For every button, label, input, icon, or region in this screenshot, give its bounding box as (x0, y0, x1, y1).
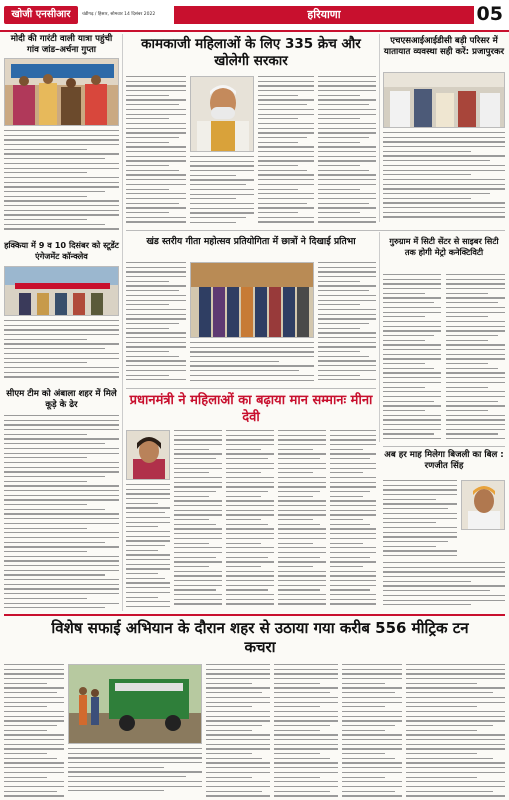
body-gita-col3 (318, 262, 376, 384)
body-safai-col1 (4, 664, 64, 798)
column-divider-2 (379, 34, 380, 222)
body-safai-col4 (274, 664, 338, 798)
column-divider-1 (122, 34, 123, 611)
masthead-rule (0, 30, 509, 32)
column-divider-3 (379, 232, 380, 442)
body-safai-col3 (206, 664, 270, 798)
photo-gita (190, 262, 314, 338)
page-number: 05 (476, 3, 503, 25)
body-bijli-2 (383, 562, 505, 611)
headline-safai: विशेष सफाई अभियान के दौरान शहर से उठाया गया करीब 556 मीट्रिक टन कचरा (51, 619, 469, 656)
masthead (0, 0, 509, 30)
body-gita-col2 (190, 342, 314, 384)
body-gita-col1 (126, 262, 186, 384)
body-bijli (383, 480, 457, 560)
body-pm-col1 (174, 430, 222, 611)
headline-modi: मोदी की गारंटी वाली यात्रा पहुंची गांव जांड–अर्चना गुप्ता (10, 34, 113, 55)
masthead-section-title: हरियाणा (307, 8, 341, 21)
body-safai-col6 (406, 664, 505, 798)
body-creche-col4 (318, 76, 376, 226)
body-creche-col1 (126, 76, 186, 226)
body-gurugram-2 (446, 274, 505, 442)
rule-pm (126, 388, 376, 389)
body-cm-ambala (4, 415, 119, 611)
photo-hsiidc (383, 72, 505, 128)
photo-conclave (4, 266, 119, 316)
rule-bijli (383, 446, 505, 447)
masthead-date: चंडीगढ़ / हिसार, सोमवार 14 दिसंबर 2022 (82, 12, 156, 17)
body-creche-col2 (190, 156, 254, 226)
photo-ranjeet-singh (461, 480, 505, 530)
masthead-banner (174, 6, 474, 24)
headline-engagement: हक्किया में 9 व 10 दिसंबर को स्टूडेंट एंगेजमेंट कॉन्क्लेव (4, 240, 119, 261)
body-creche-col3 (258, 76, 314, 226)
body-safai-col5 (342, 664, 402, 798)
photo-manohar (190, 76, 254, 152)
headline-hsiidc: एचएसआईआईडीसी बड़ी परिसर में यातायात व्यवस्था सही करें: प्रजापुरकर (383, 36, 505, 57)
body-modi-2 (4, 186, 119, 234)
body-hsiidc (383, 132, 505, 222)
headline-gurugram: गुरुग्राम में सिटी सेंटर से साइबर सिटी तक होगी मेट्रो कनेक्टिविटी (389, 236, 499, 257)
body-pm-col3 (278, 430, 326, 611)
body-pm-col0 (126, 484, 170, 611)
body-pm-col4 (330, 430, 376, 611)
body-safai-col2 (68, 748, 202, 798)
rule-safai (4, 614, 505, 616)
masthead-left-title: खोजी एनसीआर (11, 9, 71, 20)
photo-meena-devi (126, 430, 170, 480)
body-pm-col2 (226, 430, 274, 611)
headline-pm-mahila: प्रधानमंत्री ने महिलाओं का बढ़ाया मान सम्मानः मीना देवी (129, 393, 373, 425)
rule-gita (126, 230, 505, 231)
headline-bijli: अब हर माह मिलेगा बिजली का बिल : रणजीत सिंह (384, 450, 504, 471)
headline-cm-ambala: सीएम टीम को अंबाला शहर में मिले कूड़े के ढेर (6, 389, 117, 410)
body-gurugram (383, 274, 441, 442)
body-engagement (4, 320, 119, 384)
photo-yatra (4, 58, 119, 126)
headline-creche: कामकाजी महिलाओं के लिए 335 क्रेच और खोलेगी सरकार (141, 36, 361, 69)
headline-gita: खंड स्तरीय गीता महोत्सव प्रतियोगिता में छात्रों ने दिखाई प्रतिभा (146, 236, 356, 247)
photo-safai (68, 664, 202, 744)
masthead-left-title-box (4, 6, 78, 24)
